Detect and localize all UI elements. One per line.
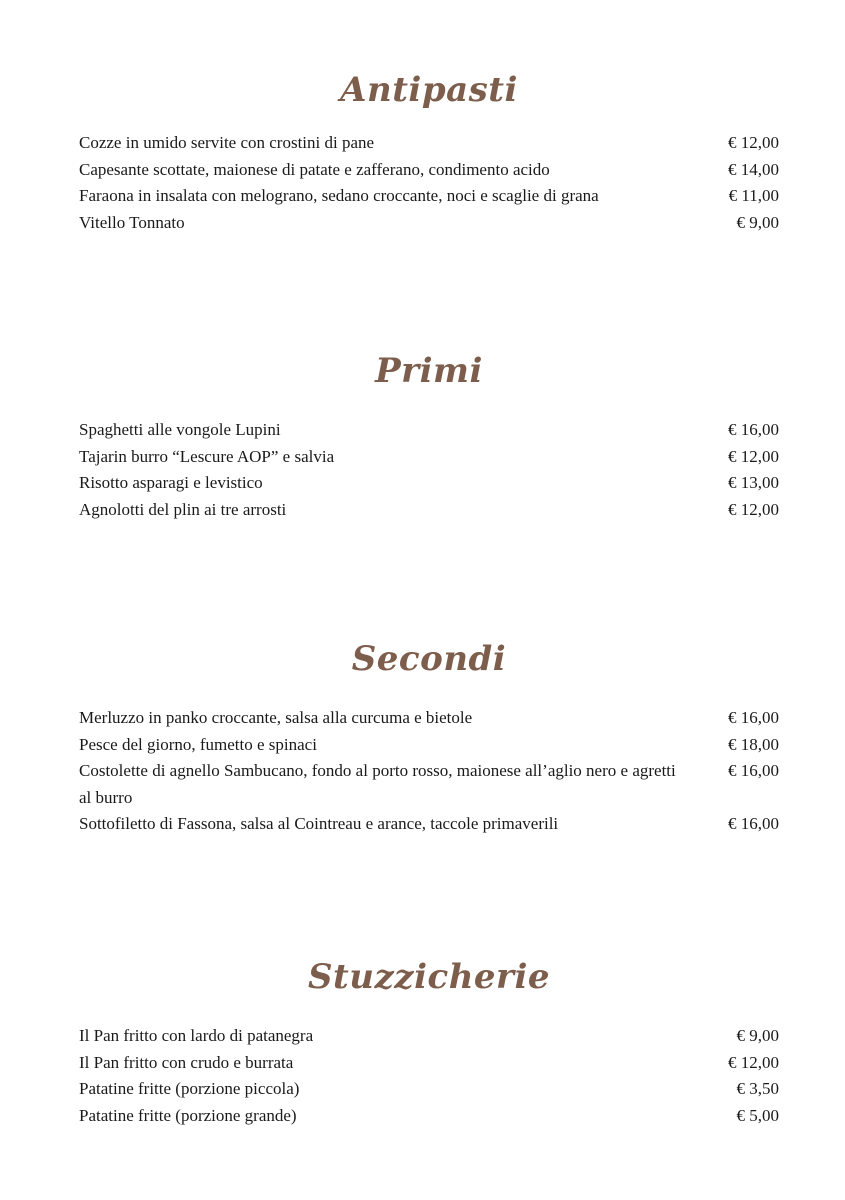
menu-item-price: € 12,00 (728, 1052, 779, 1072)
menu-item-price: € 13,00 (728, 473, 779, 492)
menu-item-price: € 12,00 (728, 499, 779, 519)
menu-item (79, 470, 779, 497)
menu-item-price: € 9,00 (736, 1026, 779, 1045)
menu-item-name: Patatine fritte (porzione piccola) (79, 1079, 300, 1098)
menu-item (79, 497, 779, 524)
menu-item-price: € 3,50 (736, 1079, 779, 1098)
menu-item-price: € 11,00 (728, 186, 779, 205)
menu-item (79, 444, 779, 471)
menu-item (79, 811, 779, 838)
menu-item-price: € 9,00 (736, 212, 779, 232)
menu-item-name: Spaghetti alle vongole Lupini (79, 420, 281, 439)
section-stuzzicherie (79, 955, 779, 1129)
menu-item (79, 705, 779, 732)
menu-item-name: Tajarin burro “Lescure AOP” e salvia (79, 446, 335, 466)
menu-list-primi (79, 417, 779, 523)
menu-item-price: € 16,00 (728, 420, 779, 439)
menu-item (79, 732, 779, 759)
section-secondi (79, 637, 779, 838)
menu-item-name: Il Pan fritto con lardo di patanegra (79, 1026, 314, 1045)
menu-list-antipasti (79, 130, 779, 236)
menu-item-name: Vitello Tonnato (79, 212, 185, 232)
menu-item-price: € 16,00 (728, 814, 779, 833)
menu-item (79, 1023, 779, 1050)
menu-item-price: € 16,00 (728, 761, 779, 780)
menu-item (79, 417, 779, 444)
menu-item (79, 1103, 779, 1130)
menu-item (79, 183, 779, 210)
menu-item-name: Faraona in insalata con melograno, sedano croccante, noci e scaglie di grana (79, 186, 599, 205)
section-title-antipasti: Antipasti (340, 70, 518, 110)
menu-item-name: Agnolotti del plin ai tre arrosti (79, 499, 287, 519)
menu-item-name: Costolette di agnello Sambucano, fondo al porto rosso, maionese all’aglio nero e agretti al burro (79, 761, 676, 807)
menu-item-name: Sottofiletto di Fassona, salsa al Cointreau e arance, taccole primaverili (79, 814, 559, 833)
menu-item-price: € 12,00 (728, 446, 779, 466)
menu-item-name: Risotto asparagi e levistico (79, 473, 263, 492)
section-title-secondi: Secondi (351, 639, 507, 679)
menu-item (79, 210, 779, 237)
menu-item-name: Capesante scottate, maionese di patate e zafferano, condimento acido (79, 159, 550, 179)
section-title-stuzzicherie: Stuzzicherie (307, 957, 551, 997)
menu-item-name: Il Pan fritto con crudo e burrata (79, 1052, 294, 1072)
menu-item-price: € 12,00 (728, 133, 779, 152)
menu-item (79, 157, 779, 184)
menu-item-name: Merluzzo in panko croccante, salsa alla curcuma e bietole (79, 708, 473, 727)
menu-item-name: Pesce del giorno, fumetto e spinaci (79, 734, 317, 754)
menu-item (79, 758, 779, 811)
menu-item-name: Patatine fritte (porzione grande) (79, 1105, 297, 1125)
menu-item (79, 1076, 779, 1103)
menu-item-price: € 5,00 (736, 1105, 779, 1125)
menu-item-price: € 18,00 (728, 734, 779, 754)
menu-list-secondi (79, 705, 779, 838)
menu-item (79, 130, 779, 157)
section-primi (79, 349, 779, 523)
menu-item (79, 1050, 779, 1077)
section-title-primi: Primi (375, 351, 483, 391)
menu-item-price: € 14,00 (728, 159, 779, 179)
section-antipasti (79, 68, 779, 236)
menu-list-stuzzicherie (79, 1023, 779, 1129)
menu-item-name: Cozze in umido servite con crostini di pane (79, 133, 375, 152)
menu-item-price: € 16,00 (728, 708, 779, 727)
